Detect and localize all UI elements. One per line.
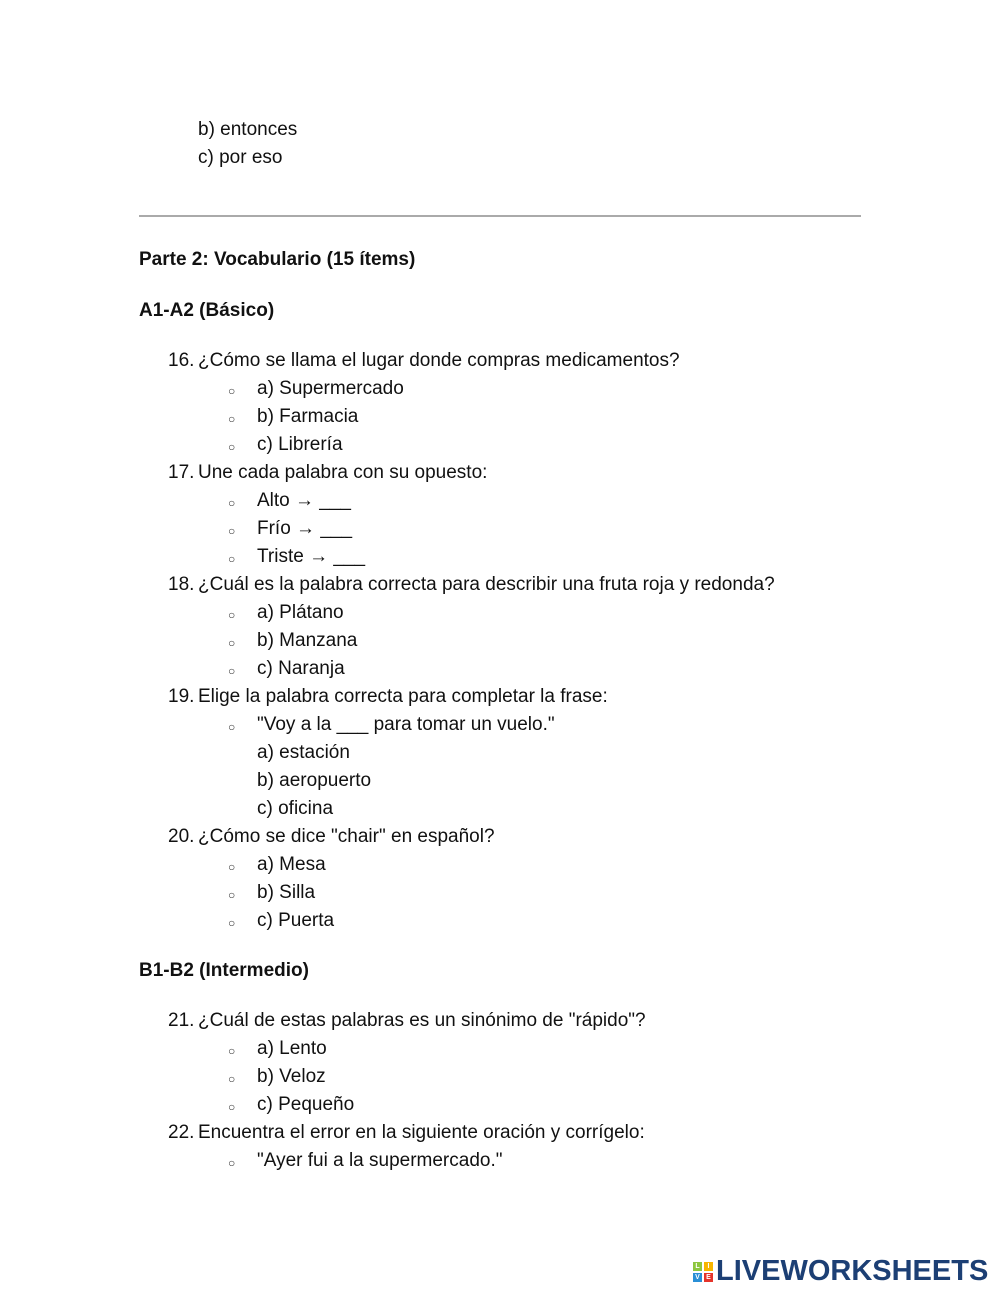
bullet-icon: ○	[228, 608, 236, 622]
question-text: Encuentra el error en la siguiente oración y corrígelo:	[198, 1122, 645, 1143]
option-text: b) Farmacia	[257, 406, 359, 427]
bullet-icon: ○	[228, 1044, 236, 1058]
question-number: 21.	[168, 1010, 195, 1031]
question-text: Une cada palabra con su opuesto:	[198, 462, 488, 483]
logo-tile: L	[693, 1262, 702, 1271]
option-text: c) Pequeño	[257, 1094, 355, 1115]
bullet-icon: ○	[228, 496, 236, 510]
option-text: b) entonces	[198, 119, 298, 140]
section-title: B1-B2 (Intermedio)	[139, 960, 309, 981]
bullet-icon: ○	[228, 1100, 236, 1114]
option-text: a) Supermercado	[257, 378, 404, 399]
option-text: Frío → ___	[257, 518, 353, 539]
bullet-icon: ○	[228, 412, 236, 426]
bullet-icon: ○	[228, 1072, 236, 1086]
bullet-icon: ○	[228, 636, 236, 650]
logo-tile: E	[704, 1273, 713, 1282]
question-text: ¿Cuál es la palabra correcta para describir una fruta roja y redonda?	[198, 574, 775, 595]
bullet-icon: ○	[228, 720, 236, 734]
question-number: 20.	[168, 826, 195, 847]
option-text: c) Puerta	[257, 910, 335, 931]
bullet-icon: ○	[228, 384, 236, 398]
option-text: Triste → ___	[257, 546, 366, 567]
option-text: c) oficina	[257, 798, 334, 819]
option-text: a) Lento	[257, 1038, 327, 1059]
option-text: Alto → ___	[257, 490, 351, 511]
option-text: a) Plátano	[257, 602, 344, 623]
option-text: "Ayer fui a la supermercado."	[257, 1150, 503, 1171]
logo-tile: V	[693, 1273, 702, 1282]
question-text: ¿Cómo se dice "chair" en español?	[198, 826, 495, 847]
question-number: 18.	[168, 574, 195, 595]
option-text: a) Mesa	[257, 854, 326, 875]
divider	[139, 215, 861, 217]
logo-tile: I	[704, 1262, 713, 1271]
question-number: 19.	[168, 686, 195, 707]
question-text: Elige la palabra correcta para completar la frase:	[198, 686, 608, 707]
bullet-icon: ○	[228, 916, 236, 930]
option-text: "Voy a la ___ para tomar un vuelo."	[257, 714, 555, 735]
option-text: c) Librería	[257, 434, 343, 455]
option-text: b) Veloz	[257, 1066, 326, 1087]
question-number: 16.	[168, 350, 195, 371]
bullet-icon: ○	[228, 524, 236, 538]
bullet-icon: ○	[228, 552, 236, 566]
option-text: a) estación	[257, 742, 350, 763]
question-text: ¿Cómo se llama el lugar donde compras medicamentos?	[198, 350, 680, 371]
option-text: c) Naranja	[257, 658, 345, 679]
option-text: b) aeropuerto	[257, 770, 372, 791]
bullet-icon: ○	[228, 888, 236, 902]
bullet-icon: ○	[228, 664, 236, 678]
section-title: A1-A2 (Básico)	[139, 300, 275, 321]
question-text: ¿Cuál de estas palabras es un sinónimo de "rápido"?	[198, 1010, 646, 1031]
liveworksheets-logo: L I V E LIVEWORKSHEETS	[692, 1255, 988, 1288]
bullet-icon: ○	[228, 1156, 236, 1170]
option-text: b) Silla	[257, 882, 316, 903]
option-text: c) por eso	[198, 147, 283, 168]
question-number: 17.	[168, 462, 195, 483]
option-text: b) Manzana	[257, 630, 358, 651]
question-number: 22.	[168, 1122, 195, 1143]
bullet-icon: ○	[228, 860, 236, 874]
part-title: Parte 2: Vocabulario (15 ítems)	[139, 249, 416, 270]
bullet-icon: ○	[228, 440, 236, 454]
